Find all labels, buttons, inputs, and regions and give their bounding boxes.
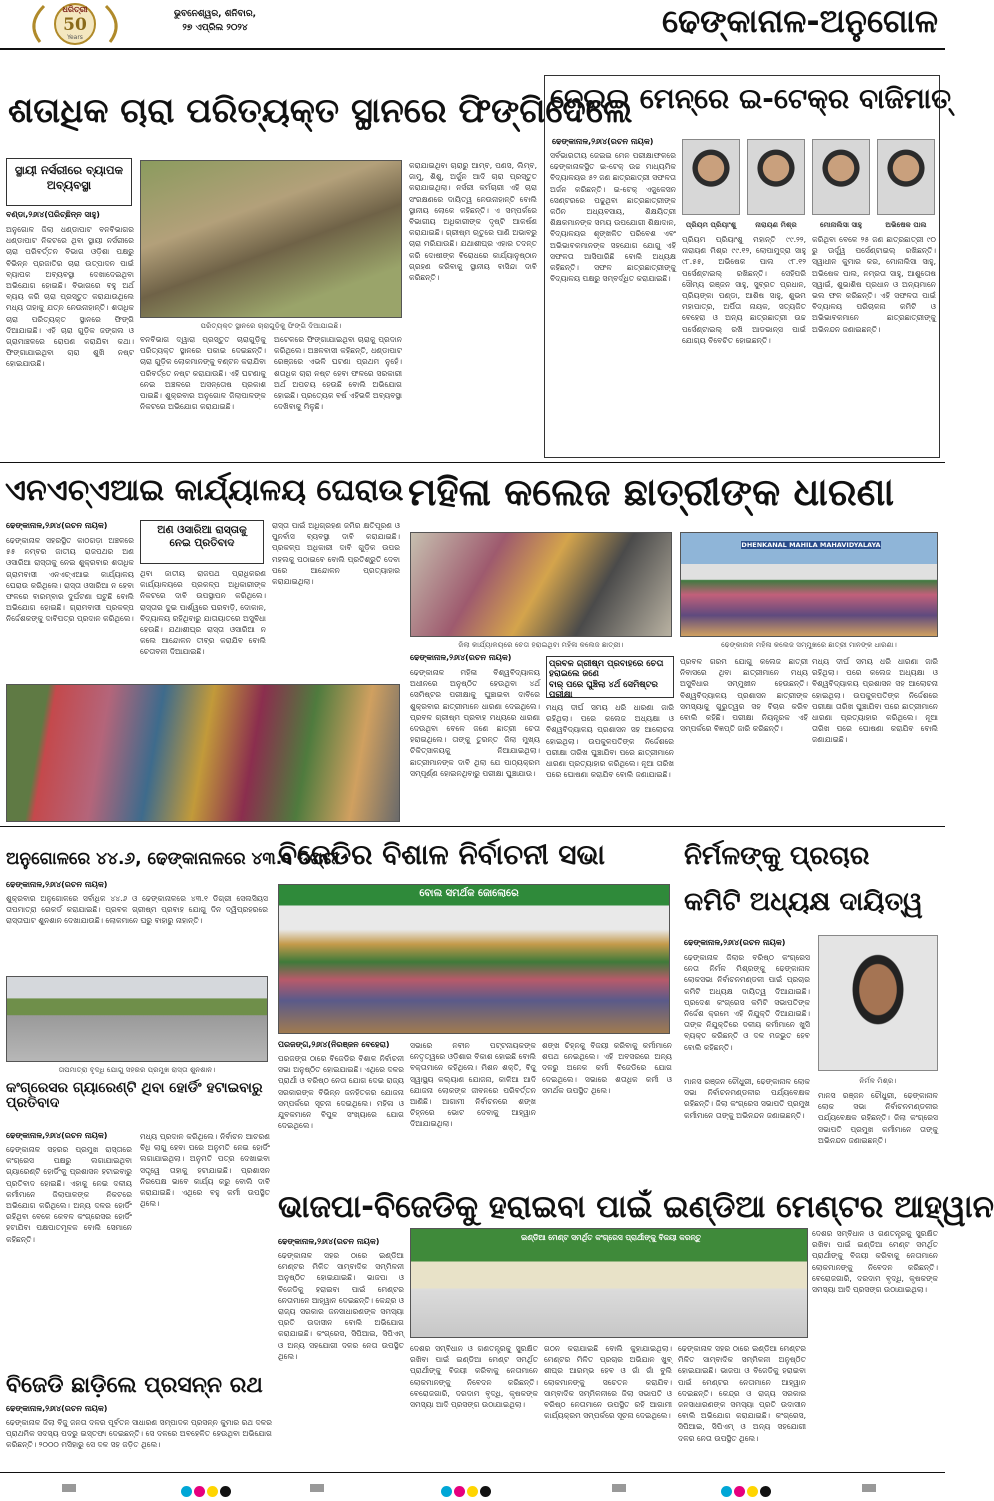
print-registration-bar: [0, 1482, 945, 1494]
story9-body-col4: ଢେଙ୍କାନାଳ ସହର ଠାରେ ଇଣ୍ଡିଆ ମେଣ୍ଟର ମିଳିତ ସାମ୍ବାଦିକ ସମ୍ମିଳନୀ ଅନୁଷ୍ଠିତ ହୋଇଯାଇଛି। ଭାଜପା ଓ ବିଜେଡିକୁ ହରାଇବା ପାଇଁ ମେଣ୍ଟର ନେତାମାନେ ଆହ୍ୱାନ ଦେଇଛନ୍ତି। କେନ୍ଦ୍ର ଓ ରାଜ୍ୟ ସରକାର ଜନସାଧାରଣଙ୍କ ସମସ୍ୟା ପ୍ରତି ଉଦାସୀନ ବୋଲି ଅଭିଯୋଗ କରାଯାଇଛି। କଂଗ୍ରେସ, ସିପିଆଇ, ସିପିଏମ୍ ଓ ଅନ୍ୟ ସହଯୋଗୀ ଦଳର ନେତା ଉପସ୍ଥିତ ଥିଲେ।: [678, 1344, 806, 1443]
story1-headline: ଶତାଧିକ ଚାରା ପରିତ୍ୟକ୍ତ ସ୍ଥାନରେ ଫିଙ୍ଗିଦେଲେ: [8, 91, 633, 131]
story1-photo: [140, 160, 402, 318]
story9-body-col1: ଢେଙ୍କାନାଳ ସହର ଠାରେ ଇଣ୍ଡିଆ ମେଣ୍ଟର ମିଳିତ ସାମ୍ବାଦିକ ସମ୍ମିଳନୀ ଅନୁଷ୍ଠିତ ହୋଇଯାଇଛି। ଭାଜପା ଓ ବିଜେଡିକୁ ହରାଇବା ପାଇଁ ମେଣ୍ଟର ନେତାମାନେ ଆହ୍ୱାନ ଦେଇଛନ୍ତି। କେନ୍ଦ୍ର ଓ ରାଜ୍ୟ ସରକାର ଜନସାଧାରଣଙ୍କ ସମସ୍ୟା ପ୍ରତି ଉଦାସୀନ ବୋଲି ଅଭିଯୋଗ କରାଯାଇଛି। କଂଗ୍ରେସ, ସିପିଆଇ, ସିପିଏମ୍ ଓ ଅନ୍ୟ ସହଯୋଗୀ ଦଳର ନେତା ଉପସ୍ଥିତ ଥିଲେ।: [278, 1251, 405, 1361]
story6-photo: [278, 884, 670, 1034]
story9-body-col2: ଦେଶର ସମ୍ବିଧାନ ଓ ଗଣତନ୍ତ୍ରକୁ ସୁରକ୍ଷିତ ରଖିବା ପାଇଁ ଇଣ୍ଡିଆ ମେଣ୍ଟ ସମର୍ଥିତ ପ୍ରାର୍ଥୀଙ୍କୁ ବିଜୟୀ କରିବାକୁ ନେତାମାନେ ଲୋକମାନଙ୍କୁ ନିବେଦନ କରିଛନ୍ତି। ବେରୋଜଗାରି, ଦରଦାମ ବୃଦ୍ଧି, କୃଷକଙ୍କ ସମସ୍ୟା ଆଦି ପ୍ରସଙ୍ଗ ଉଠାଯାଇଥିଲା।: [410, 1344, 538, 1410]
meeting-banner: ଇଣ୍ଡିଆ ମେଣ୍ଟ ସମର୍ଥିତ କଂଗ୍ରେସ ପ୍ରାର୍ଥୀଙ୍କୁ ବିଜୟୀ କରନ୍ତୁ: [520, 1233, 702, 1242]
story8-headline: କଂଗ୍ରେସର ଗ୍ୟାରେଣ୍ଟି ଥିବା ହୋର୍ଡିଂ ହଟାଇବାରୁ ପ୍ରତିବାଦ: [6, 1080, 263, 1112]
story5-headline: ଅନୁଗୋଳରେ ୪୪.୬, ଢେଙ୍କାନାଳରେ ୪୩.୧ ଡିଗ୍ରୀ: [6, 849, 340, 869]
story1-body-col3: ଅଟେଳରେ ଫିଙ୍ଗାଯାଇଥିବା ଚାରାକୁ ପ୍ରଦାନ କରିଥିଲେ। ଅଞ୍ଚଳବାସୀ କହିଛନ୍ତି, ଧଣ୍ଡାପାଟ ରେଞ୍ଜରେ ଏଭଳି ଘଟଣା ପ୍ରଥମ ନୁହେଁ। ଶତାଧିକ ଚାରା ନଷ୍ଟ ହେବା ଫଳରେ ସରକାରୀ ଅର୍ଥ ଅପଚୟ ହେଉଛି ବୋଲି ଅଭିଯୋଗ ହୋଇଛି। ପ୍ରତ୍ୟେକ ବର୍ଷ ଏହିଭଳି ଅବ୍ୟବସ୍ଥା ଦେଖିବାକୁ ମିଳୁଛି।: [274, 335, 402, 412]
story1-caption: ପରିତ୍ୟକ୍ତ ସ୍ଥାନରେ ଚାରାଗୁଡ଼ିକୁ ଫିଙ୍ଗି ଦିଆଯାଇଛି।: [200, 321, 342, 330]
story8-body-col1: ଢେଙ୍କାନାଳ ସହରର ପ୍ରମୁଖ ରାସ୍ତାରେ କଂଗ୍ରେସ ପକ୍ଷରୁ ଲଗାଯାଇଥିବା ଗ୍ୟାରେଣ୍ଟି ହୋର୍ଡିଂକୁ ପ୍ରଶାସନ ହଟାଇବାରୁ ପ୍ରତିବାଦ ହୋଇଛି। ଏହାକୁ ନେଇ ଦଳୀୟ କର୍ମୀମାନେ ଜିଲାପାଳଙ୍କ ନିକଟରେ ଅଭିଯୋଗ କରିଥିଲେ। ଅନ୍ୟ ଦଳର ହୋର୍ଡିଂ ରହିଥିବା ବେଳେ କେବଳ କଂଗ୍ରେସର ହୋର୍ଡିଂ ହଟାଯିବା ପକ୍ଷପାତମୂଳକ ବୋଲି ସେମାନେ କହିଛନ୍ତି।: [6, 1145, 132, 1244]
story9-photo: [410, 1228, 808, 1338]
logo-sub: Years: [67, 34, 83, 41]
dateline-day: ଭୁବନେଶ୍ୱର, ଶନିବାର,: [173, 9, 257, 19]
student-photo-1: [682, 139, 740, 215]
story2-headline: ଜେଇଇ ମେନ୍‌ରେ ଇ-ଟେକ୍‌ର ବାଜିମାତ୍: [550, 82, 952, 115]
story7-caption: ନିର୍ମଳ ମିଶ୍ର।: [859, 1076, 897, 1085]
story10-headline: ବିଜେଡି ଛାଡ଼ିଲେ ପ୍ରସନ୍ନ ରଥ: [6, 1373, 263, 1398]
story4-caption-left: ଜିଲା କାର୍ଯ୍ୟାଳୟରେ ଚେତା ହରାଇଥିବା ମହିଳା କଲେଜ ଛାତ୍ରୀ।: [458, 640, 624, 649]
student-name-3: ମୋନାଲିସା ସାହୁ: [820, 220, 862, 229]
story5-caption: ତାପମାତ୍ରା ବୃଦ୍ଧି ଯୋଗୁ ସହରର ପ୍ରମୁଖ ରାସ୍ତା ଶୁନଶାନ।: [58, 1065, 216, 1074]
story7-body: ଢେଙ୍କାନାଳ ଜିଲାର ବରିଷ୍ଠ କଂଗ୍ରେସ ନେତା ନିର୍ମଳ ମିଶ୍ରଙ୍କୁ ଢେଙ୍କାନାଳ ଲୋକସଭା ନିର୍ବାଚନମଣ୍ଡଳୀ ପାଇଁ ପ୍ରଚାର କମିଟି ଅଧ୍ୟକ୍ଷ ଦାୟିତ୍ୱ ଦିଆଯାଇଛି। ପ୍ରଦେଶ କଂଗ୍ରେସ କମିଟି ସଭାପତିଙ୍କ ନିର୍ଦ୍ଦେଶ କ୍ରମେ ଏହି ନିଯୁକ୍ତି ଦିଆଯାଇଛି। ତାଙ୍କ ନିଯୁକ୍ତିରେ ଦଳୀୟ କର୍ମୀମାନେ ଖୁସି ବ୍ୟକ୍ତ କରିଛନ୍ତି ଓ ଦଳ ମଜଭୁତ ହେବ ବୋଲି କହିଛନ୍ତି।: [684, 953, 810, 1052]
story8-body-col2: ମଧ୍ୟ ପ୍ରଦାନ କରିଥିଲେ। ନିର୍ବାଚନ ଆଚରଣ ବିଧି ଲାଗୁ ହେବା ପରେ ଅନୁମତି ନେଇ ହୋର୍ଡିଂ ଲଗାଯାଇଥିଲା। ଅନୁମତି ପତ୍ର ଦେଖାଇବା ସତ୍ତ୍ୱେ ତାହାକୁ ହଟାଯାଇଛି। ପ୍ରଶାସନ ନିରପେକ୍ଷ ଭାବେ କାର୍ଯ୍ୟ କରୁ ବୋଲି ଦାବି କରାଯାଇଛି। ଏଥିରେ ବହୁ କର୍ମୀ ଉପସ୍ଥିତ ଥିଲେ।: [140, 1132, 270, 1209]
story6-headline: ବିଜେଡିର ବିଶାଳ ନିର୍ବାଚନୀ ସଭା: [278, 838, 605, 871]
story1-body-col4: କରାଯାଇଥିବା ଚାରାରୁ ଆମ୍ବ, ପଣସ, ଲିମ୍ବ, ଜାମୁ, ଶିଶୁ, ଅର୍ଜୁନ ଆଦି ଚାରା ପ୍ରସ୍ତୁତ କରାଯାଇଥିଲା। ନର୍ସରୀ କର୍ମଚାରୀ ଏହି ଚାରା ସଂରକ୍ଷଣରେ ଦାୟିତ୍ୱ ନେଉନାହାନ୍ତି ବୋଲି ସ୍ଥାନୀୟ ଲୋକେ କହିଛନ୍ତି। ଏ ସମ୍ପର୍କରେ ବିଭାଗୀୟ ଅଧିକାରୀଙ୍କ ଦୃଷ୍ଟି ଆକର୍ଷଣ କରାଯାଇଛି। ଗ୍ରୀଷ୍ମ ଋତୁରେ ପାଣି ଅଭାବରୁ ଚାରା ମରିଯାଉଛି। ଯଥାଶୀଘ୍ର ଏହାର ତଦନ୍ତ କରି ଦୋଷୀଙ୍କ ବିରୋଧରେ କାର୍ଯ୍ୟାନୁଷ୍ଠାନ ଗ୍ରହଣ କରିବାକୁ ସ୍ଥାନୀୟ ବାସିନ୍ଦା ଦାବି କରିଛନ୍ତି।: [409, 161, 537, 283]
story7-body-col2: ମାନସ ରଞ୍ଜନ ଚୌଧୁରୀ, ଢେଙ୍କାନାଳ ଲୋକ ସଭା ନିର୍ବାଚନମଣ୍ଡଳୀର ପର୍ଯ୍ୟବେକ୍ଷକ ରହିଛନ୍ତି। ଜିଲା କଂଗ୍ରେସ ସଭାପତି ପ୍ରମୁଖ କର୍ମୀମାନେ ତାଙ୍କୁ ଅଭିନନ୍ଦନ ଜଣାଇଛନ୍ତି।: [818, 1091, 938, 1145]
story7-headline-1: ନିର୍ମଳଙ୍କୁ ପ୍ରଚାର: [684, 841, 870, 871]
story6-byline: ପରଜଙ୍ଗ,୨୬ା୪(ନିରଞ୍ଜନ ବେହେରା): [278, 1040, 390, 1049]
story7-headline-2: କମିଟି ଅଧ୍ୟକ୍ଷ ଦାୟିତ୍ୱ: [684, 887, 923, 917]
story6-body-col1: ପରଜଙ୍ଗ ଠାରେ ବିଜେଡିର ବିଶାଳ ନିର୍ବାଚନୀ ସଭା ଅନୁଷ୍ଠିତ ହୋଇଯାଇଛି। ଏଥିରେ ଦଳର ପ୍ରାର୍ଥୀ ଓ ବରିଷ୍ଠ ନେତା ଯୋଗ ଦେଇ ରାଜ୍ୟ ସରକାରଙ୍କ ବିଭିନ୍ନ ଜନହିତକର ଯୋଜନା ସମ୍ପର୍କରେ ସୂଚନା ଦେଇଥିଲେ। ମହିଳା ଓ ଯୁବକମାନେ ବିପୁଳ ସଂଖ୍ୟାରେ ଯୋଗ ଦେଇଥିଲେ।: [278, 1054, 404, 1131]
student-photo-4: [877, 139, 935, 215]
cmyk-dots-right-icon: [720, 1482, 772, 1501]
story4-body-col4: ମଧ୍ୟ ଦୀର୍ଘ ସମୟ ଧରି ଧାରଣା ଜାରି ରହିଥିଲା। ପରେ କଲେଜ ଅଧ୍ୟକ୍ଷା ଓ ବିଶ୍ୱବିଦ୍ୟାଳୟ ପ୍ରଶାସନ ସହ ଆଲୋଚନା ହୋଇଥିଲା। ଉପକୁଳପତିଙ୍କ ନିର୍ଦ୍ଦେଶରେ ପରୀକ୍ଷା ତାରିଖ ଘୁଞ୍ଚାଯିବା ପରେ ଛାତ୍ରୀମାନେ ଧାରଣା ପ୍ରତ୍ୟାହାର କରିଥିଲେ। ନୂଆ ତାରିଖ ପରେ ଘୋଷଣା କରାଯିବ ବୋଲି ଜଣାଯାଇଛି।: [812, 657, 938, 745]
story5-byline: ଢେଙ୍କାନାଳ,୨୬ା୪(ରଚନ ନାୟକ): [6, 880, 108, 889]
story3-headline: ଏନଏଚ୍‌ଏଆଇ କାର୍ଯ୍ୟାଳୟ ଘେରାଉ: [5, 473, 404, 508]
grey-swatch-icon: [62, 1484, 76, 1492]
story2-byline: ଢେଙ୍କାନାଳ,୨୬ା୪(ରଚନ ନାୟକ): [552, 137, 654, 146]
story3-body-col3: ରାସ୍ତା ପାଇଁ ଅଧିଗ୍ରହଣ ଜମିର କ୍ଷତିପୂରଣ ଓ ପୁନର୍ବାସ ବ୍ୟବସ୍ଥା ଦାବି କରାଯାଇଛି। ପ୍ରକଳ୍ପ ଅଧିକାରୀ ଦାବି ଗୁଡ଼ିକ ଉପର ମହଲକୁ ପଠାଇବେ ବୋଲି ପ୍ରତିଶ୍ରୁତି ଦେବା ପରେ ଆନ୍ଦୋଳନ ପ୍ରତ୍ୟାହାର କରାଯାଇଥିଲା।: [272, 521, 400, 587]
story1-body-col2: ବନବିଭାଗ ଦ୍ୱାରା ପ୍ରସ୍ତୁତ ଚାରାଗୁଡ଼ିକୁ ପରିତ୍ୟକ୍ତ ସ୍ଥାନରେ ପକାଇ ଦେଇଛନ୍ତି। ଚାରା ଗୁଡ଼ିକ ଲୋକମାନଙ୍କୁ ବଣ୍ଟନ କରାଯିବା ପରିବର୍ତ୍ତେ ନଷ୍ଟ କରାଯାଉଛି। ଏହି ଘଟଣାକୁ ନେଇ ଅଞ୍ଚଳରେ ଅସନ୍ତୋଷ ପ୍ରକାଶ ପାଇଛି। ଶୁକ୍ରବାର ଅନୁଗୋଳ ଜିଲାପାଳଙ୍କ ନିକଟରେ ଅଭିଯୋଗ କରାଯାଇଛି।: [140, 335, 266, 412]
story6-body-col2: ସଭାରେ ନବୀନ ପଟ୍ଟନାୟକଙ୍କ ନେତୃତ୍ୱରେ ଓଡ଼ିଶାର ବିକାଶ ହୋଇଛି ବୋଲି ବକ୍ତାମାନେ କହିଥିଲେ। ମିଶନ ଶକ୍ତି, ବିଜୁ ସ୍ୱାସ୍ଥ୍ୟ କଲ୍ୟାଣ ଯୋଜନା, କାଳିଆ ଆଦି ଯୋଜନା ଲୋକଙ୍କ ଜୀବନରେ ପରିବର୍ତ୍ତନ ଆଣିଛି। ଆଗାମୀ ନିର୍ବାଚନରେ ଶଙ୍ଖ ଚିହ୍ନରେ ଭୋଟ ଦେବାକୁ ଆହ୍ୱାନ ଦିଆଯାଇଥିଲା।: [410, 1041, 536, 1129]
student-photo-3: [812, 139, 870, 215]
nirmal-photo: [818, 935, 938, 1071]
story4-subhead: ପ୍ରବଳ ଗ୍ରୀଷ୍ମ ପ୍ରବାହରେ ଚେତା ହରାଇଲେ ଜଣେ ବାର୍ ପରେ ଘୁଞ୍ଚିଲା ୪ର୍ଥ ସେମିଷ୍ଟର ପରୀକ୍ଷା: [546, 656, 674, 698]
story1-byline: ବଣ୍ଡା,୨୬ା୪(ପରିଚ୍ଛିନ୍ନ ସାହୁ): [6, 210, 100, 219]
dateline-date: ୨୭ ଏପ୍ରିଲ ୨୦୨୪: [182, 23, 248, 33]
story4-byline: ଢେଙ୍କାନାଳ,୨୬ା୪(ରଚନ ନାୟକ): [410, 653, 512, 662]
story10-body: ଢେଙ୍କାନାଳ ଜିଲା ବିଜୁ ଜନତା ଦଳର ପୂର୍ବତନ ସାଧାରଣ ସମ୍ପାଦକ ପ୍ରସନ୍ନ କୁମାର ରଥ ଦଳର ପ୍ରାଥମିକ ସଦସ୍ୟ ପଦରୁ ଇସ୍ତଫା ଦେଇଛନ୍ତି। ସେ ଦଳରେ ଅବହେଳିତ ହେଉଥିବା ଅଭିଯୋଗ କରିଛନ୍ତି। ୨୦୦୦ ମସିହାରୁ ସେ ଦଳ ସହ ଜଡ଼ିତ ଥିଲେ।: [6, 1418, 272, 1450]
story3-subhead: ଅଣ ଓସାରିଆ ରାସ୍ତାକୁ ନେଇ ପ୍ରତିବାଦ: [140, 520, 264, 564]
grey-swatch-icon: [862, 1484, 876, 1492]
story3-body-col1: ଢେଙ୍କାନାଳ ସହରସ୍ଥିତ କାଠଗଡ଼ା ଅଞ୍ଚଳରେ ୫୫ ନମ୍ବର ଜାତୀୟ ରାଜପଥର ଅଣ ଓସାରିଆ ରାସ୍ତାକୁ ନେଇ ଶୁକ୍ରବାର ଶତାଧିକ ଗ୍ରାମବାସୀ ଏନଏଚ୍‌ଏଆଇ କାର୍ଯ୍ୟାଳୟ ଘେରାଉ କରିଥିଲେ। ରାସ୍ତା ଓସାରିଆ ନ ହେବା ଫଳରେ ବାରମ୍ବାର ଦୁର୍ଘଟଣା ଘଟୁଛି ବୋଲି ଅଭିଯୋଗ ହୋଇଛି। ଗ୍ରାମବାସୀ ପ୍ରକଳ୍ପ ନିର୍ଦ୍ଦେଶକଙ୍କୁ ଦାବିପତ୍ର ପ୍ରଦାନ କରିଥିଲେ।: [6, 536, 134, 624]
rally-banner: ବୋଲ ସମର୍ଥକ ଜୋଲୋରେ: [419, 888, 519, 899]
story5-body: ଶୁକ୍ରବାର ଅନୁଗୋଳରେ ସର୍ବାଧିକ ୪୪.୬ ଓ ଢେଙ୍କାନାଳରେ ୪୩.୧ ଡିଗ୍ରୀ ସେଲସିୟସ ତାପମାତ୍ରା ରେକର୍ଡ କରାଯାଇଛି। ପ୍ରବଳ ଗ୍ରୀଷ୍ମ ପ୍ରବାହ ଯୋଗୁ ଦିନ ଦ୍ୱିପ୍ରହରରେ ରାସ୍ତାଘାଟ ଶୁନଶାନ ଦେଖାଯାଉଛି। ଲୋକମାନେ ଘରୁ ବାହାରୁ ନାହାନ୍ତି।: [6, 894, 268, 926]
story2-body-col3: କରିଥିବା ବେଳେ ୨୫ ଜଣ ଛାତ୍ରଛାତ୍ରୀ ୯୦ ରୁ ଊର୍ଦ୍ଧ୍ୱ ପର୍ସେଣ୍ଟାଇଲ୍ ରଖିଛନ୍ତି। ସ୍ୱାଧୀନ କୁମାର କର, ମୋନାଲିସା ସାହୁ, ଅଭିଷେକ ପାଲ, ନମ୍ରତା ସାହୁ, ଆଶୁତୋଷ ସ୍ୱାଇଁ, ଶୁଭାଶିଷ ପ୍ରଧାନ ଓ ଅନ୍ୟମାନେ ଭଲ ଫଳ କରିଛନ୍ତି। ଏହି ସଫଳତା ପାଇଁ ବିଦ୍ୟାଳୟ ପରିଚାଳନା କମିଟି ଓ ଅଭିଭାବକମାନେ ଛାତ୍ରଛାତ୍ରୀଙ୍କୁ ଅଭିନନ୍ଦନ ଜଣାଇଛନ୍ତି।: [812, 235, 936, 334]
student-name-1: ପ୍ରିୟମ ପ୍ରିୟାଂଶୁ: [685, 220, 737, 229]
story9-body-col3: ଗଠନ କରାଯାଇଛି ବୋଲି କୁହାଯାଇଥିଲା। ମେଣ୍ଟର ମିଳିତ ପ୍ରଚାର ଅଭିଯାନ ଖୁବ୍ ଶୀଘ୍ର ଆରମ୍ଭ ହେବ ଓ ଗାଁ ଗାଁ ବୁଲି ଲୋକମାନଙ୍କୁ ସଚେତନ କରାଯିବ। ସାମ୍ବାଦିକ ସମ୍ମିଳନୀରେ ଜିଲା ସଭାପତି ଓ ବରିଷ୍ଠ ନେତାମାନେ ଉପସ୍ଥିତ ରହି ଆଗାମୀ କାର୍ଯ୍ୟକ୍ରମ ସମ୍ପର୍କରେ ସୂଚନା ଦେଇଥିଲେ।: [544, 1344, 672, 1421]
logo: [20, 2, 130, 46]
footer-rule: [0, 1472, 945, 1473]
story4-photo-left: [410, 532, 672, 637]
story9-body-col5: ଦେଶର ସମ୍ବିଧାନ ଓ ଗଣତନ୍ତ୍ରକୁ ସୁରକ୍ଷିତ ରଖିବା ପାଇଁ ଇଣ୍ଡିଆ ମେଣ୍ଟ ସମର୍ଥିତ ପ୍ରାର୍ଥୀଙ୍କୁ ବିଜୟୀ କରିବାକୁ ନେତାମାନେ ଲୋକମାନଙ୍କୁ ନିବେଦନ କରିଛନ୍ତି। ବେରୋଜଗାରି, ଦରଦାମ ବୃଦ୍ଧି, କୃଷକଙ୍କ ସମସ୍ୟା ଆଦି ପ୍ରସଙ୍ଗ ଉଠାଯାଇଥିଲା।: [812, 1229, 938, 1295]
student-name-4: ଅଭିଷେକ ପାଲ: [885, 220, 927, 229]
story4-body-col1: ଢେଙ୍କାନାଳ ମହିଳା ବିଶ୍ୱବିଦ୍ୟାଳୟ ଅଧୀନରେ ଅନୁଷ୍ଠିତ ହେଉଥିବା ୪ର୍ଥ ସେମିଷ୍ଟର ପରୀକ୍ଷାକୁ ଘୁଞ୍ଚାଇବା ଦାବିରେ ଶୁକ୍ରବାର ଛାତ୍ରୀମାନେ ଧାରଣା ଦେଇଥିଲେ। ପ୍ରବଳ ଗ୍ରୀଷ୍ମ ପ୍ରବାହ ମଧ୍ୟରେ ଧାରଣା ଦେଉଥିବା ବେଳେ ଜଣେ ଛାତ୍ରୀ ଚେତା ହରାଇଥିଲେ। ତାଙ୍କୁ ତୁରନ୍ତ ଜିଲା ମୁଖ୍ୟ ଚିକିତ୍ସାଳୟକୁ ନିଆଯାଇଥିଲା। ଛାତ୍ରୀମାନଙ୍କ ଦାବି ଥିଲା ଯେ ପାଠ୍ୟକ୍ରମ ସମ୍ପୂର୍ଣ୍ଣ ହୋଇନଥିବାରୁ ପରୀକ୍ଷା ଘୁଞ୍ଚାଯାଉ।: [410, 668, 540, 778]
cmyk-dots-center-icon: [440, 1482, 492, 1501]
story4-headline: ମହିଳା କଲେଜ ଛାତ୍ରୀଙ୍କ ଧାରଣା: [408, 470, 895, 514]
logo-years: 50: [63, 15, 87, 35]
story3-photo: [6, 684, 400, 822]
story2-body-col2: ପ୍ରିୟମ ପ୍ରିୟାଂଶୁ ମହାନ୍ତି ୯୯.୨୨, ନାରାୟଣ ମିଶ୍ର ୯୯.୧୨, ଲୋପାମୁଦ୍ରା ସାହୁ ୯୮.୫୫, ଅଭିଷେକ ପାଲ ୯୮.୧୨ ପର୍ସେଣ୍ଟାଇଲ୍ ରଖିଛନ୍ତି। ସେହିପରି ସୌମ୍ୟ ରଞ୍ଜନ ସାହୁ, ସୁବ୍ରତ ପ୍ରଧାନ, ପ୍ରିୟଙ୍କା ପଣ୍ଡା, ଆଶିଷ ସାହୁ, ଶୁଭମ ମହାପାତ୍ର, ଅର୍ପିତା ନାୟକ, ସତ୍ୟଜିତ ବେହେରା ଓ ଅନ୍ୟ ଛାତ୍ରଛାତ୍ରୀ ଉଚ୍ଚ ପର୍ସେଣ୍ଟାଇଲ୍ ରଖି ଆଡଭାନ୍ସ ପାଇଁ ଯୋଗ୍ୟ ବିବେଚିତ ହୋଇଛନ୍ତି।: [682, 235, 806, 345]
story6-body-col3: ଶଙ୍ଖ ଚିହ୍ନକୁ ବିଜୟୀ କରିବାକୁ କର୍ମୀମାନେ ଶପଥ ନେଇଥିଲେ। ଏହି ଅବସରରେ ଅନ୍ୟ ଦଳରୁ ଅନେକ କର୍ମୀ ବିଜେଡିରେ ଯୋଗ ଦେଇଥିଲେ। ସଭାରେ ଶତାଧିକ କର୍ମୀ ଓ ସମର୍ଥକ ଉପସ୍ଥିତ ଥିଲେ।: [542, 1041, 672, 1095]
student-name-2: ନାରାୟଣ ମିଶ୍ର: [755, 220, 797, 229]
page-title: ଢେଙ୍କାନାଳ-ଅନୁଗୋଳ: [661, 2, 938, 40]
story9-headline: ଭାଜପା-ବିଜେଡିକୁ ହରାଇବା ପାଇଁ ଇଣ୍ଡିଆ ମେଣ୍ଟର ଆହ୍ୱାନ: [278, 1189, 994, 1225]
grey-swatch-icon: [310, 1484, 324, 1492]
story8-byline: ଢେଙ୍କାନାଳ,୨୬ା୪(ରଚନ ନାୟକ): [6, 1131, 108, 1140]
story4-body-col2: ମଧ୍ୟ ଦୀର୍ଘ ସମୟ ଧରି ଧାରଣା ଜାରି ରହିଥିଲା। ପରେ କଲେଜ ଅଧ୍ୟକ୍ଷା ଓ ବିଶ୍ୱବିଦ୍ୟାଳୟ ପ୍ରଶାସନ ସହ ଆଲୋଚନା ହୋଇଥିଲା। ଉପକୁଳପତିଙ୍କ ନିର୍ଦ୍ଦେଶରେ ପରୀକ୍ଷା ତାରିଖ ଘୁଞ୍ଚାଯିବା ପରେ ଛାତ୍ରୀମାନେ ଧାରଣା ପ୍ରତ୍ୟାହାର କରିଥିଲେ। ନୂଆ ତାରିଖ ପରେ ଘୋଷଣା କରାଯିବ ବୋଲି ଜଣାଯାଇଛି।: [546, 703, 674, 780]
masthead-rule: [0, 48, 945, 50]
story3-body-col2: ଥିବା ଜାତୀୟ ରାଜପଥ ପ୍ରାଧିକରଣ କାର୍ଯ୍ୟାଳୟରେ ପ୍ରକଳ୍ପ ଅଧିକାରୀଙ୍କ ନିକଟରେ ଦାବି ଉପସ୍ଥାପନ କରିଥିଲେ। ରାସ୍ତାର ଦୁଇ ପାର୍ଶ୍ୱରେ ଘରବାଡ଼ି, ଦୋକାନ, ବିଦ୍ୟାଳୟ ରହିଥିବାରୁ ଯାତାୟାତରେ ଅସୁବିଧା ହେଉଛି। ଯଥାଶୀଘ୍ର ରାସ୍ତା ଓସାରିଆ ନ କଲେ ଆନ୍ଦୋଳନ ତୀବ୍ର କରାଯିବ ବୋଲି ଚେତାବନୀ ଦିଆଯାଇଛି।: [140, 569, 266, 657]
story5-photo: [6, 976, 268, 1062]
story1-body-col1: ଅନୁଗୋଳ ଜିଲା ଧଣ୍ଡାପାଟ ବନବିଭାଗର ଧଣ୍ଡାପାଟ ନିକଟରେ ଥିବା ସ୍ଥାୟୀ ନର୍ସରୀରେ ଚାରା ପରିବର୍ତ୍ତନ ବିଭାଗ ଓଡ଼ିଶା ପକ୍ଷରୁ ବିଭିନ୍ନ ପ୍ରଜାତିର ଚାରା ଉତ୍ପାଦନ ପାଇଁ ବ୍ୟାପକ ଅବ୍ୟବସ୍ଥା ଦେଖାଦେଇଥିବା ଅଭିଯୋଗ ହୋଇଛି। ବିଭାଗରେ ବହୁ ଅର୍ଥ ବ୍ୟୟ କରି ଚାରା ପ୍ରସ୍ତୁତ କରାଯାଉଥିଲେ ମଧ୍ୟ ତାହାକୁ ଯତ୍ନ ନେଉନାହାନ୍ତି। ଶତାଧିକ ଚାରା ପରିତ୍ୟକ୍ତ ସ୍ଥାନରେ ଫିଙ୍ଗି ଦିଆଯାଇଛି। ଏହି ଚାରା ଗୁଡ଼ିକ ଜଙ୍ଗଲ ଓ ଗ୍ରାମାଞ୍ଚଳରେ ରୋପଣ କରାଯିବା କଥା। ଫିଙ୍ଗାଯାଇଥିବା ଚାରା ଶୁଖି ନଷ୍ଟ ହୋଇଯାଉଛି।: [6, 225, 134, 369]
student-photo-2: [747, 139, 805, 215]
cmyk-dots-left-icon: [180, 1482, 232, 1501]
logo-text: ଧରିତ୍ରୀ: [62, 5, 88, 14]
story3-byline: ଢେଙ୍କାନାଳ,୨୬ା୪(ରଚନ ନାୟକ): [6, 521, 108, 530]
section-rule-1: [0, 462, 945, 463]
story2-body-col1: ସର୍ବଭାରତୀୟ ଜେଇଇ ମେନ ପରୀକ୍ଷାଫଳରେ ଢେଙ୍କାନାଳସ୍ଥିତ ଇ-ଟେକ୍ ଉଚ୍ଚ ମାଧ୍ୟମିକ ବିଦ୍ୟାଳୟର ୫୨ ଜଣ ଛାତ୍ରଛାତ୍ରୀ ସଫଳତା ଅର୍ଜନ କରିଛନ୍ତି। ଇ-ଟେକ୍ ଏଜୁକେସନ ସେଣ୍ଟରରେ ପଢୁଥିବା ଛାତ୍ରଛାତ୍ରୀଙ୍କ କଠିନ ଅଧ୍ୟବସାୟ, ଶିକ୍ଷୟିତ୍ରୀ ଶିକ୍ଷକମାନଙ୍କ ସମୟ ଉପଯୋଗୀ ଶିକ୍ଷାଦାନ, ବିଦ୍ୟାଳୟର ଶୃଙ୍ଖଳିତ ପରିବେଶ ଏବଂ ଅଭିଭାବକମାନଙ୍କ ସହଯୋଗ ଯୋଗୁ ଏହି ସଫଳତା ଆସିପାରିଛି ବୋଲି ଅଧ୍ୟକ୍ଷ କହିଛନ୍ତି। ସଫଳ ଛାତ୍ରଛାତ୍ରୀଙ୍କୁ ବିଦ୍ୟାଳୟ ପକ୍ଷରୁ ସମ୍ବର୍ଦ୍ଧିତ କରାଯାଇଛି।: [550, 151, 676, 284]
story10-byline: ଢେଙ୍କାନାଳ,୨୬ା୪(ରଚନ ନାୟକ): [6, 1404, 108, 1413]
story7-body-col1b: ମାନସ ରଞ୍ଜନ ଚୌଧୁରୀ, ଢେଙ୍କାନାଳ ଲୋକ ସଭା ନିର୍ବାଚନମଣ୍ଡଳୀର ପର୍ଯ୍ୟବେକ୍ଷକ ରହିଛନ୍ତି। ଜିଲା କଂଗ୍ରେସ ସଭାପତି ପ୍ରମୁଖ କର୍ମୀମାନେ ତାଙ୍କୁ ଅଭିନନ୍ଦନ ଜଣାଇଛନ୍ତି।: [684, 1077, 810, 1120]
story1-subhead: ସ୍ଥାୟୀ ନର୍ସରୀରେ ବ୍ୟାପକ ଅବ୍ୟବସ୍ଥା: [6, 158, 132, 206]
story4-photo-right: [680, 532, 938, 637]
grey-swatch-icon: [612, 1484, 626, 1492]
story4-caption-right: ଢେଙ୍କାନାଳ ମହିଳା କଲେଜ ସମ୍ମୁଖରେ ଛାତ୍ରୀ ମାନଙ୍କ ଧାରଣା।: [721, 640, 897, 649]
story4-body-col3: ପ୍ରବଳ ଗରମ ଯୋଗୁ କଲେଜ ଛାତ୍ରୀ ନିବାସରେ ଥିବା ଛାତ୍ରୀମାନେ ମଧ୍ୟ ଅସୁବିଧାର ସମ୍ମୁଖୀନ ହେଉଛନ୍ତି। ବିଶ୍ୱବିଦ୍ୟାଳୟ ପ୍ରଶାସନ ଛାତ୍ରୀଙ୍କ ସମସ୍ୟାକୁ ଗୁରୁତ୍ୱର ସହ ବିଚାର କରିବ ବୋଲି କହିଛି। ପରୀକ୍ଷା ନିୟନ୍ତ୍ରକ ଏହି ସମ୍ପର୍କରେ ବିଜ୍ଞପ୍ତି ଜାରି କରିଛନ୍ତି।: [680, 657, 808, 734]
story9-byline: ଢେଙ୍କାନାଳ,୨୬ା୪(ରଚନ ନାୟକ): [278, 1237, 380, 1246]
college-banner: DHENKANAL MAHILA MAHAVIDYALAYA: [741, 541, 881, 549]
section-rule-2: [0, 826, 945, 827]
story7-byline: ଢେଙ୍କାନାଳ,୨୬ା୪(ରଚନ ନାୟକ): [684, 938, 786, 947]
